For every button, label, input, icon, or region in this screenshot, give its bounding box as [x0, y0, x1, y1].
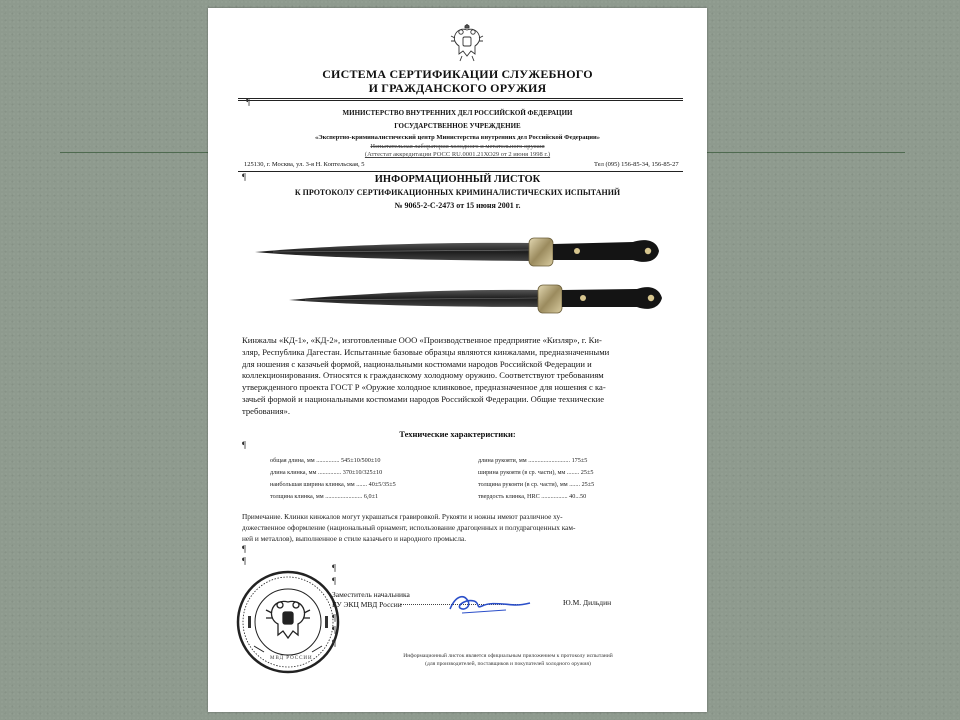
dagger-image [253, 230, 673, 326]
spec-right-row: длина рукояти, мм ........................... 175±5 [478, 457, 588, 464]
protocol-number: № 9065-2-С-2473 от 15 июня 2001 г. [394, 201, 521, 210]
seal-text: МВД РОССИИ [270, 656, 313, 661]
pilcrow-mark: ¶ [242, 172, 247, 182]
protocol-line: К ПРОТОКОЛУ СЕРТИФИКАЦИОННЫХ КРИМИНАЛИСТИЧЕСКИХ ИСПЫТАНИЙ [294, 188, 621, 197]
spec-right-row: ширина рукояти (в ср. части), мм ........ 25±5 [478, 469, 594, 476]
description-paragraph: Кинжалы «КД-1», «КД-2», изготовленные ООО «Производственное предприятие «Кизляр», г. Ки- зляр, Республика Дагестан. Испытанные базовые образцы являются кинжалами, предназначенными для ношения с казачьей формой, национальными костюмами народов Российской Федерации и коллекционирования. Относятся к гражданскому холодному оружию. Соответствуют требованиям утвержденного проекта ГОСТ Р «Оружие холодное клинковое, предназначенное для ношения с ка- зачьей формой и национальными костюмами народов Российской Федерации. Общие технические требования». [242, 335, 610, 416]
signature-mark [446, 591, 532, 615]
pilcrow-mark: ¶ [332, 625, 337, 635]
pilcrow-mark: ¶ [242, 556, 247, 566]
pilcrow-mark: ¶ [332, 613, 337, 623]
lab-accreditation: (Аттестат аккредитации РОСС RU.0001.21ХО29 от 2 июня 1998 г.) [364, 151, 551, 158]
phone-text: Тел (095) 156-85-34, 156-85-27 [594, 161, 679, 168]
info-sheet-title: ИНФОРМАЦИОННЫЙ ЛИСТОК [374, 174, 541, 185]
organization-name: ГУ ЭКЦ МВД России [332, 600, 402, 609]
spec-left-row: толщина клинка, мм ........................ 6,0±1 [270, 493, 379, 500]
spec-left-row: общая длина, мм ............... 545±10/500±10 [270, 457, 381, 464]
system-title-line2: И ГРАЖДАНСКОГО ОРУЖИЯ [368, 81, 547, 95]
footer-line2: (для производителей, поставщиков и покупателей холодного оружия) [425, 661, 591, 667]
system-title-line1: СИСТЕМА СЕРТИФИКАЦИИ СЛУЖЕБНОГО [322, 67, 593, 81]
pilcrow-mark: ¶ [242, 544, 247, 554]
pilcrow-mark: ¶ [332, 563, 337, 573]
spec-right-row: твердость клинка, HRC ................. 40...50 [478, 493, 587, 500]
specs-title: Технические характеристики: [399, 429, 516, 439]
pilcrow-mark: ¶ [246, 97, 251, 107]
pilcrow-mark: ¶ [332, 638, 337, 648]
pilcrow-mark: ¶ [242, 440, 247, 450]
institution-name: ГОСУДАРСТВЕННОЕ УЧРЕЖДЕНИЕ [394, 122, 521, 130]
ministry-name: МИНИСТЕРСТВО ВНУТРЕННИХ ДЕЛ РОССИЙСКОЙ ФЕДЕРАЦИИ [342, 109, 573, 117]
coat-of-arms-icon [450, 24, 484, 62]
footer-line1: Информационный листок является официальным приложением к протоколу испытаний [403, 653, 613, 659]
document-page [208, 8, 707, 712]
center-name: «Экспертно-криминалистический центр Министерства внутренних дел Российской Федерации» [314, 134, 601, 141]
address-text: 125130, г. Москва, ул. 3-я Н. Коптельская, 5 [244, 161, 365, 168]
spec-left-row: наибольшая ширина клинка, мм ....... 40±5/35±5 [270, 481, 396, 488]
lab-line1: Испытательная лаборатория холодного и метательного оружия [370, 143, 545, 150]
spec-right-row: толщина рукояти (в ср. части), мм ....... 25±5 [478, 481, 595, 488]
pilcrow-mark: ¶ [332, 576, 337, 586]
deputy-title: Заместитель начальника [332, 590, 410, 599]
spec-left-row: длина клинка, мм ............... 370±10/325±10 [270, 469, 383, 476]
signatory-name: Ю.М. Дильдин [563, 598, 612, 607]
note-paragraph: Примечание. Клинки кинжалов могут украшаться гравировкой. Рукояти и ножны имеют различное ху- дожественное оформление (национальный орнамент, использование драгоценных и полудрагоценных кам- ней и металлов), выполненное в стиле казачьего и народного промысла. [242, 512, 576, 543]
